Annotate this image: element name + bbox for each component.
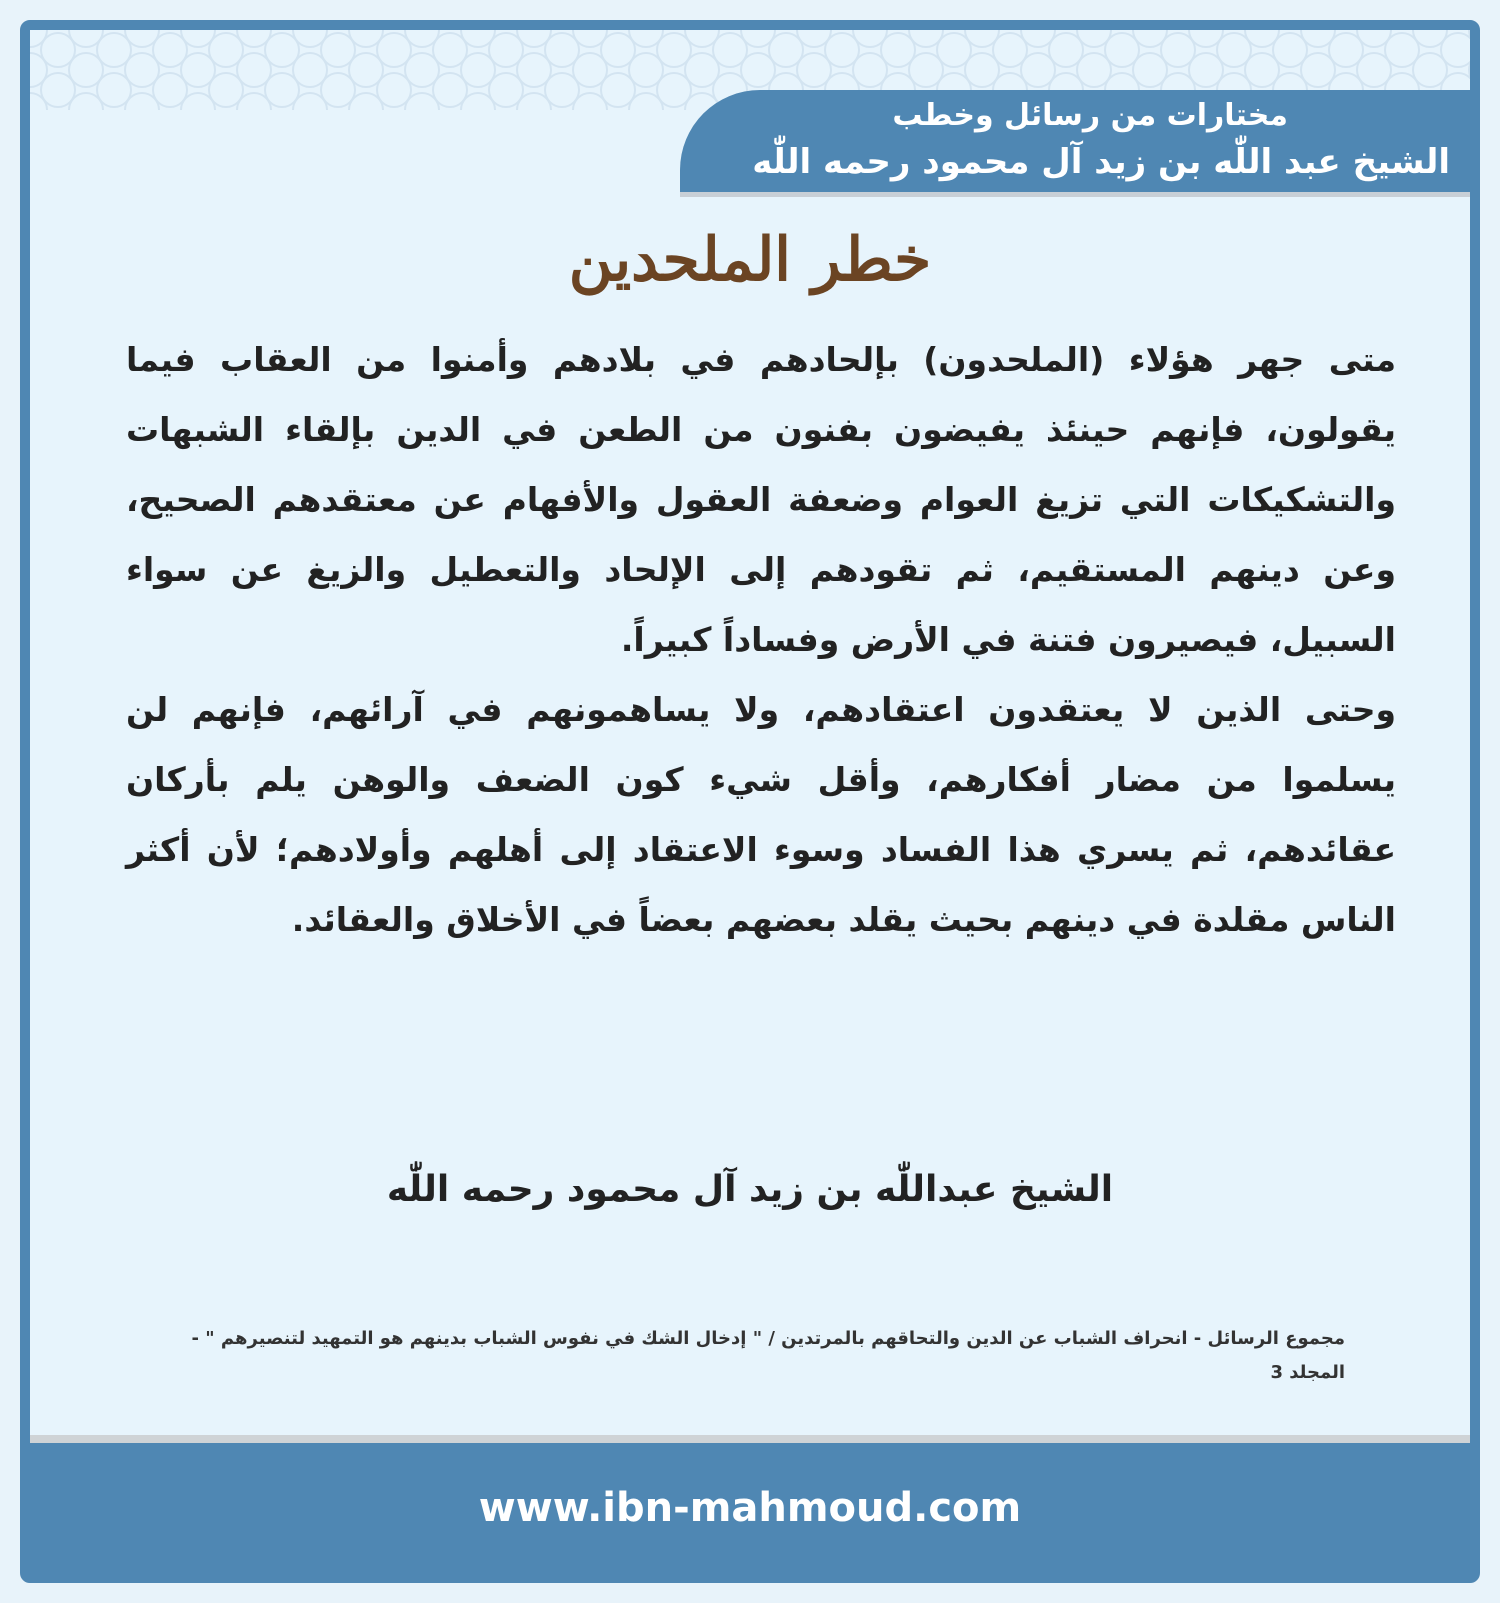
source-reference: مجموع الرسائل - انحراف الشباب عن الدين والتحاقهم بالمرتدين / " إدخال الشك في نفوس الشباب بدينهم هو التمهيد لتنصيرهم " - المجلد 3: [191, 1328, 1345, 1383]
article-body: [126, 325, 1396, 955]
header-banner: [680, 90, 1470, 192]
card-frame: [20, 20, 1480, 1583]
footer-bar: [30, 1443, 1470, 1573]
paragraph-1: متى جهر هؤلاء (الملحدون) بإلحادهم في بلادهم وأمنوا من العقاب فيما يقولون، فإنهم حينئذ يفيضون بفنون من الطعن في الدين بإلقاء الشبهات والتشكيكات التي تزيغ العوام وضعفة العقول والأفهام عن معتقدهم الصحيح، وعن دينهم المستقيم، ثم تقودهم إلى الإلحاد والتعطيل والزيغ عن سواء السبيل، فيصيرون فتنة في الأرض وفساداً كبيراً.: [126, 340, 1396, 659]
author-signature: الشيخ عبداللّٰه بن زيد آل محمود رحمه اللّٰه: [386, 1169, 1114, 1210]
header-series-title: مختارات من رسائل وخطب: [892, 98, 1288, 133]
paragraph-2: وحتى الذين لا يعتقدون اعتقادهم، ولا يساهمونهم في آرائهم، فإنهم لن يسلموا من مضار أفكارهم، وأقل شيء كون الضعف والوهن يلم بأركان عقائدهم، ثم يسري هذا الفساد وسوء الاعتقاد إلى أهلهم وأولادهم؛ لأن أكثر الناس مقلدة في دينهم بحيث يقلد بعضهم بعضاً في الأخلاق والعقائد.: [126, 690, 1396, 939]
page-title: خطر الملحدين: [568, 225, 932, 295]
header-author-name: الشيخ عبد اللّٰه بن زيد آل محمود رحمه اللّٰه: [752, 142, 1450, 182]
website-link[interactable]: www.ibn-mahmoud.com: [478, 1485, 1022, 1531]
